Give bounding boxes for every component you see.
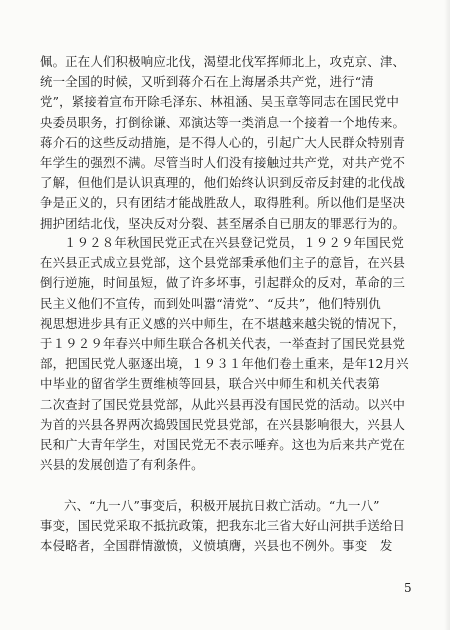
text-line: 事变，国民党采取不抵抗政策，把我东北三省大好山河拱手送给日 [40,518,406,534]
text-line: 本侵略者，全国群情激愤，义愤填膺，兴县也不例外。事变 发 [40,538,393,554]
text-line: １９２８年秋国民党正式在兴县登记党员，１９２９年国民党 [64,235,404,250]
text-line: 拥护团结北伐，坚决反对分裂、甚至屠杀自已朋友的罪恶行为的。 [40,215,406,231]
text-line: 央委员职务，打倒徐谦、邓演达等一类消息一个接着一个地传来。 [40,114,406,130]
text-line: 民主义他们不宣传，而到处叫嚣“清党”、“反共”，他们特别仇 [40,295,381,311]
text-line: 民和广大青年学生，对国民党无不表示唾弃。这也为后来共产党在 [40,437,406,453]
text-line: 部，把国民党人驱逐出境，１９３１年他们卷土重来，是年12月兴 [40,356,409,372]
text-line: 争是正义的，只有团结才能战胜敌人，取得胜利。所以他们是坚决 [40,195,406,211]
text-line: 为首的兴县各界两次捣毁国民党县党部，在兴县影响很大，兴县人 [40,416,406,432]
text-line: 了解，但他们是认识真理的，他们始终认识到反帝反封建的北伐战 [40,175,406,191]
text-line: 视思想进步具有正义感的兴中师生，在不堪越来越尖锐的情况下， [40,315,406,331]
text-line: 倒行逆施，时间虽短，做了许多坏事，引起群众的反对，革命的三 [40,275,406,291]
paragraph-3 [40,496,425,557]
text-line: 二次查封了国民党县党部，从此兴县再没有国民党的活动。以兴中 [40,396,406,412]
scan-edge-shadow [444,0,450,630]
text-line: 兴县的发展创造了有利条件。 [40,457,204,473]
text-line: 蒋介石的这些反动措施，是不得人心的，引起广大人民群众特别青 [40,134,406,150]
text-line: 于１９２９年春兴中师生联合各机关代表，一举查封了国民党县党 [40,336,406,352]
text-line: 年学生的强烈不满。尽管当时人们没有接触过共产党，对共产党不 [40,155,406,171]
text-line: 统一全国的时候，又听到蒋介石在上海屠杀共产党，进行“清 [40,74,374,90]
text-line: 中毕业的留省学生贾维桢等回县，联合兴中师生和机关代表第 [40,376,380,392]
paragraph-1 [40,52,425,234]
page-number: 5 [404,581,412,595]
text-line: 佩。正在人们积极响应北伐，渴望北伐军挥师北上，攻克京、津、 [40,54,406,69]
text-line: 在兴县正式成立县党部，这个县党部秉承他们主子的意旨，在兴县 [40,255,406,271]
paragraph-2 [40,233,425,475]
text-line: 党”，紧接着宣布开除毛泽东、林祖涵、吴玉章等同志在国民党中 [40,94,400,110]
text-line: 六、“九一八”事变后，积极开展抗日救亡活动。“九一八” [64,498,380,513]
